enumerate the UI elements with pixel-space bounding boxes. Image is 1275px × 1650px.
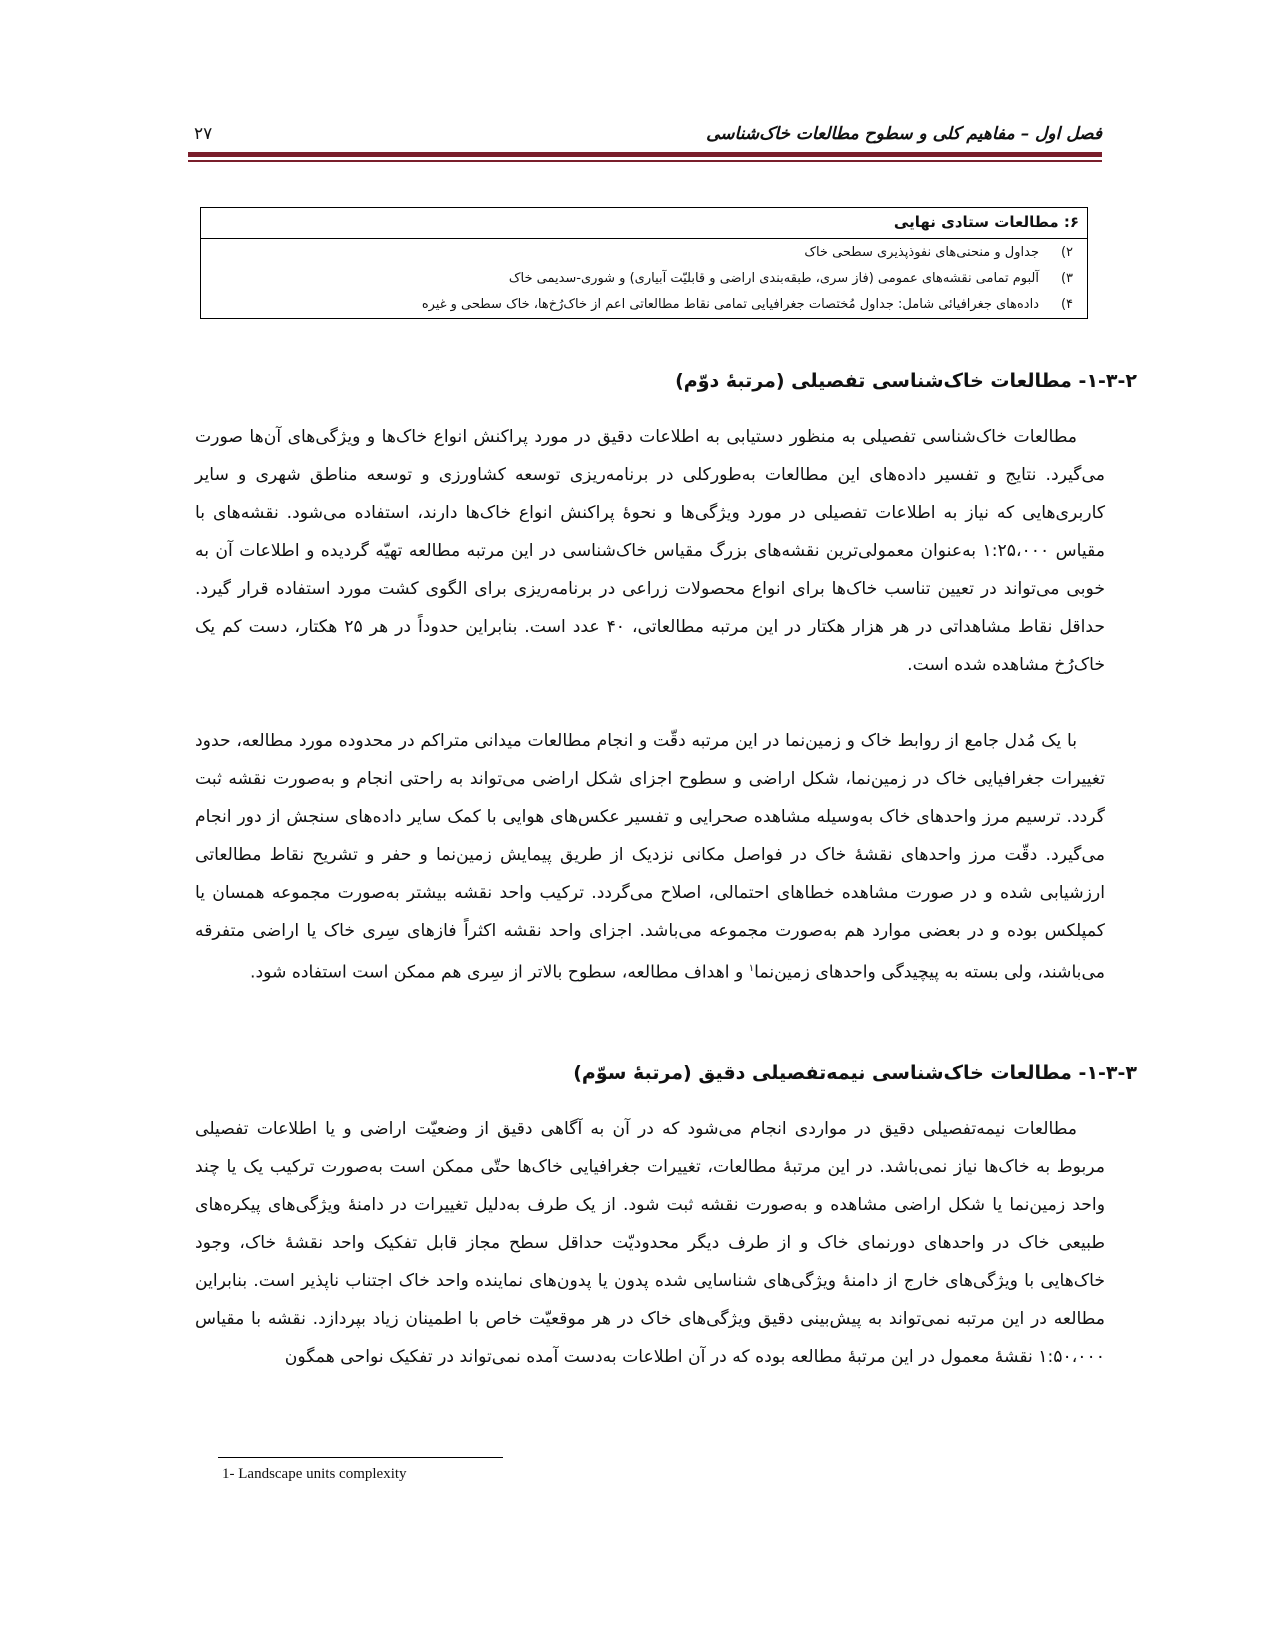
box-item	[201, 239, 1087, 265]
footnote-reference: ۱	[748, 963, 755, 974]
header-rule-thin	[188, 160, 1102, 162]
paragraph: مطالعات نیمه‌تفصیلی دقیق در مواردی انجام می‌شود که در آن به آگاهی دقیق از وضعیّت اراضی و یا اطلاعات تفصیلی مربوط به خاک‌ها نیاز نمی‌باشد. در این مرتبۀ مطالعات، تغییرات جغرافیایی خاک‌ها حتّی ممکن است به‌صورت ترکیب یک یا چند واحد زمین‌نما یا شکل اراضی مشاهده و به‌صورت نقشه ثبت شود. از یک طرف به‌دلیل تغییرات در دامنۀ ویژگی‌های پیکره‌های طبیعی خاک در واحدهای دورنمای خاک و از طرف دیگر محدودیّت حداقل سطح مجاز قابل تفکیک واحد نقشۀ خاک، وجود خاک‌هایی با ویژگی‌های خارج از دامنۀ ویژگی‌های شناسایی شده پدون یا پدون‌های نماینده واحد خاک اجتناب ناپذیر است. بنابراین مطالعه در این مرتبه نمی‌تواند به پیش‌بینی دقیق ویژگی‌های خاک در هر موقعیّت خاص با اطمینان زیاد بپردازد. نقشه با مقیاس ۱:۵۰،۰۰۰ نقشۀ معمول در این مرتبۀ مطالعه بوده که در آن اطلاعات به‌دست آمده نمی‌تواند در تفکیک نواحی همگون	[195, 1119, 1105, 1367]
box-item-number: ۳)	[1060, 270, 1073, 286]
box-item-number: ۴)	[1060, 296, 1073, 312]
final-office-studies-box	[200, 207, 1088, 319]
footnote: 1- Landscape units complexity	[222, 1466, 407, 1482]
box-item	[201, 291, 1087, 317]
header-rule-thick	[188, 152, 1102, 157]
chapter-title: فصل اول – مفاهیم کلی و سطوح مطالعات خاک‌شناسی	[706, 124, 1102, 144]
paragraph	[195, 722, 1105, 992]
paragraph: مطالعات خاک‌شناسی تفصیلی به منظور دستیابی به اطلاعات دقیق در مورد پراکنش انواع خاک‌ها و ویژگی‌های آن‌ها صورت می‌گیرد. نتایج و تفسیر داده‌های این مطالعات به‌طورکلی در برنامه‌ریزی توسعه کشاورزی و توسعه مناطق شهری و سایر کاربری‌هایی که نیاز به اطلاعات تفصیلی در مورد ویژگی‌ها و نحوۀ پراکنش انواع خاک‌ها دارند، استفاده می‌شود. نقشه‌های با مقیاس ۱:۲۵،۰۰۰ به‌عنوان معمولی‌ترین نقشه‌های بزرگ مقیاس خاک‌شناسی در این مرتبه مطالعه تهیّه گردیده و اطلاعات آن به خوبی می‌تواند در تعیین تناسب خاک‌ها برای انواع محصولات زراعی در برنامه‌ریزی برای الگوی کشت مورد استفاده قرار گیرد. حداقل نقاط مشاهداتی در هر هزار هکتار در این مرتبه مطالعاتی، ۴۰ عدد است. بنابراین حدوداً در هر ۲۵ هکتار، دست کم یک خاک‌رُخ مشاهده شده است.	[195, 427, 1105, 675]
paragraph-text-end: و اهداف مطالعه، سطوح بالاتر از سِری هم ممکن است استفاده شود.	[250, 962, 749, 983]
box-item-number: ۲)	[1060, 244, 1073, 260]
section-heading-semi-detailed: ۱-۳-۳- مطالعات خاک‌شناسی نیمه‌تفصیلی دقیق (مرتبۀ سوّم)	[573, 1062, 1137, 1084]
section-heading-detailed: ۱-۳-۲- مطالعات خاک‌شناسی تفصیلی (مرتبۀ دوّم)	[675, 370, 1137, 392]
box-title: ۶: مطالعات ستادی نهایی	[201, 208, 1087, 239]
footnote-separator	[218, 1457, 503, 1458]
box-item-text: داده‌های جغرافیائی شامل: جداول مُختصات جغرافیایی تمامی نقاط مطالعاتی اعم از خاک‌رُخ‌ها، خاک سطحی و غیره	[421, 296, 1039, 312]
page-number: ۲۷	[194, 124, 213, 144]
paragraph-text: با یک مُدل جامع از روابط خاک و زمین‌نما در این مرتبه دقّت و انجام مطالعات میدانی متراکم در محدوده مورد مطالعه، حدود تغییرات جغرافیایی خاک در زمین‌نما، شکل اراضی و سطوح اجزای شکل اراضی می‌تواند به راحتی انجام و به‌صورت نقشه ثبت گردد. ترسیم مرز واحدهای خاک به‌وسیله مشاهده صحرایی و تفسیر عکس‌های هوایی با کمک سایر داده‌های سنجش از دور انجام می‌گیرد. دقّت مرز واحدهای نقشۀ خاک در فواصل مکانی نزدیک از طریق پیمایش زمین‌نما و حفر و تشریح نقاط مطالعاتی ارزشیابی شده و در صورت مشاهده خطاهای احتمالی، اصلاح می‌گردد. ترکیب واحد نقشه بیشتر به‌صورت مجموعه همسان یا کمپلکس بوده و در بعضی موارد هم به‌صورت مجموعه می‌باشد. اجزای واحد نقشه اکثراً فازهای سِری خاک یا اراضی متفرقه می‌باشند، ولی بسته به پیچیدگی واحدهای زمین‌نما	[195, 731, 1105, 983]
box-item	[201, 265, 1087, 291]
box-item-text: جداول و منحنی‌های نفوذپذیری سطحی خاک	[804, 244, 1039, 260]
box-item-text: آلبوم تمامی نقشه‌های عمومی (فاز سری، طبقه‌بندی اراضی و قابلیّت آبیاری) و شوری-سدیمی خاک	[508, 270, 1039, 286]
page-header	[188, 120, 1102, 150]
